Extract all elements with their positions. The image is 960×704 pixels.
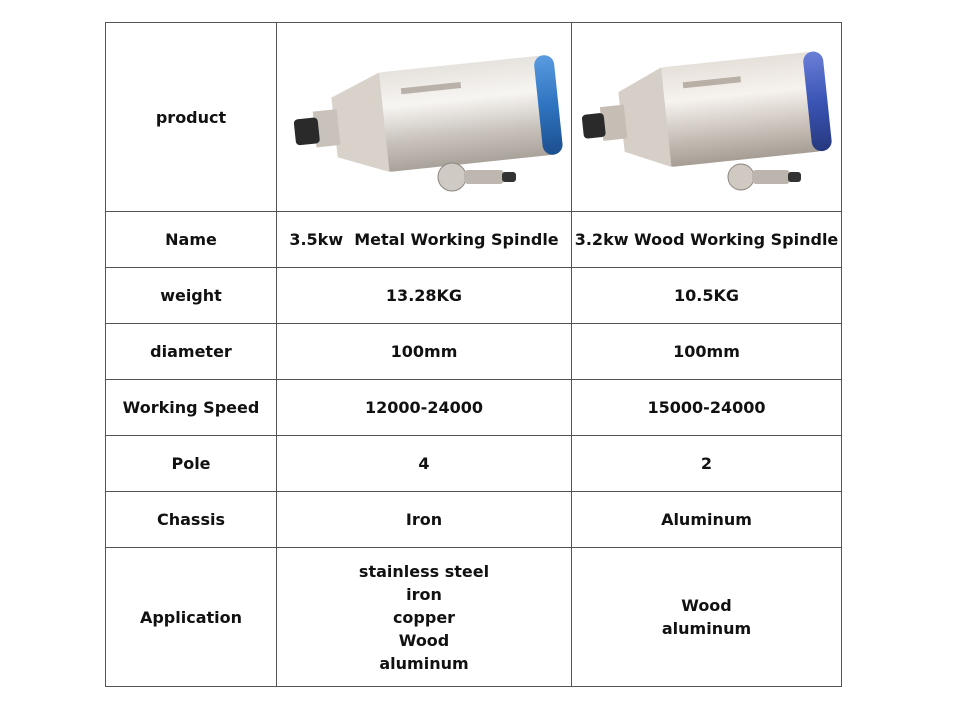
diameter-row [106,324,842,380]
row-label: Application [106,548,277,687]
wood-spindle-diameter: 100mm [572,324,842,380]
metal-spindle-application [277,548,572,687]
product-label: product [106,23,277,212]
metal-spindle-pole: 4 [277,436,572,492]
chassis-row [106,492,842,548]
wood-spindle-image-cell [572,23,842,212]
application-list [572,594,841,640]
metal-spindle-name: 3.5kw Metal Working Spindle [277,212,572,268]
name-row [106,212,842,268]
row-label: diameter [106,324,277,380]
row-label: weight [106,268,277,324]
connector-plug [438,163,516,191]
metal-spindle-weight: 13.28KG [277,268,572,324]
weight-row [106,268,842,324]
application-item: stainless steel [358,561,490,581]
application-item: Wood [398,630,450,650]
wood-spindle-speed: 15000-24000 [572,380,842,436]
application-item: aluminum [379,653,469,673]
metal-spindle-image-cell [277,23,572,212]
metal-spindle-diameter: 100mm [277,324,572,380]
wood-spindle-application [572,548,842,687]
application-list [277,560,571,675]
application-row [106,548,842,687]
connector-plug [728,164,801,190]
product-row [106,23,842,212]
wood-spindle-chassis: Aluminum [572,492,842,548]
application-item: copper [392,607,456,627]
wood-spindle-image [576,27,838,207]
row-label: Pole [106,436,277,492]
wood-spindle-name: 3.2kw Wood Working Spindle [572,212,842,268]
wood-spindle-weight: 10.5KG [572,268,842,324]
working-speed-row [106,380,842,436]
metal-spindle-chassis: Iron [277,492,572,548]
metal-spindle-speed: 12000-24000 [277,380,572,436]
application-item: aluminum [661,619,752,638]
wood-spindle-pole: 2 [572,436,842,492]
metal-spindle-image [284,27,564,207]
application-item: Wood [681,596,732,615]
spindle-comparison-table [105,22,842,687]
pole-row [106,436,842,492]
row-label: Working Speed [106,380,277,436]
application-item: iron [406,584,442,604]
row-label: Name [106,212,277,268]
row-label: Chassis [106,492,277,548]
